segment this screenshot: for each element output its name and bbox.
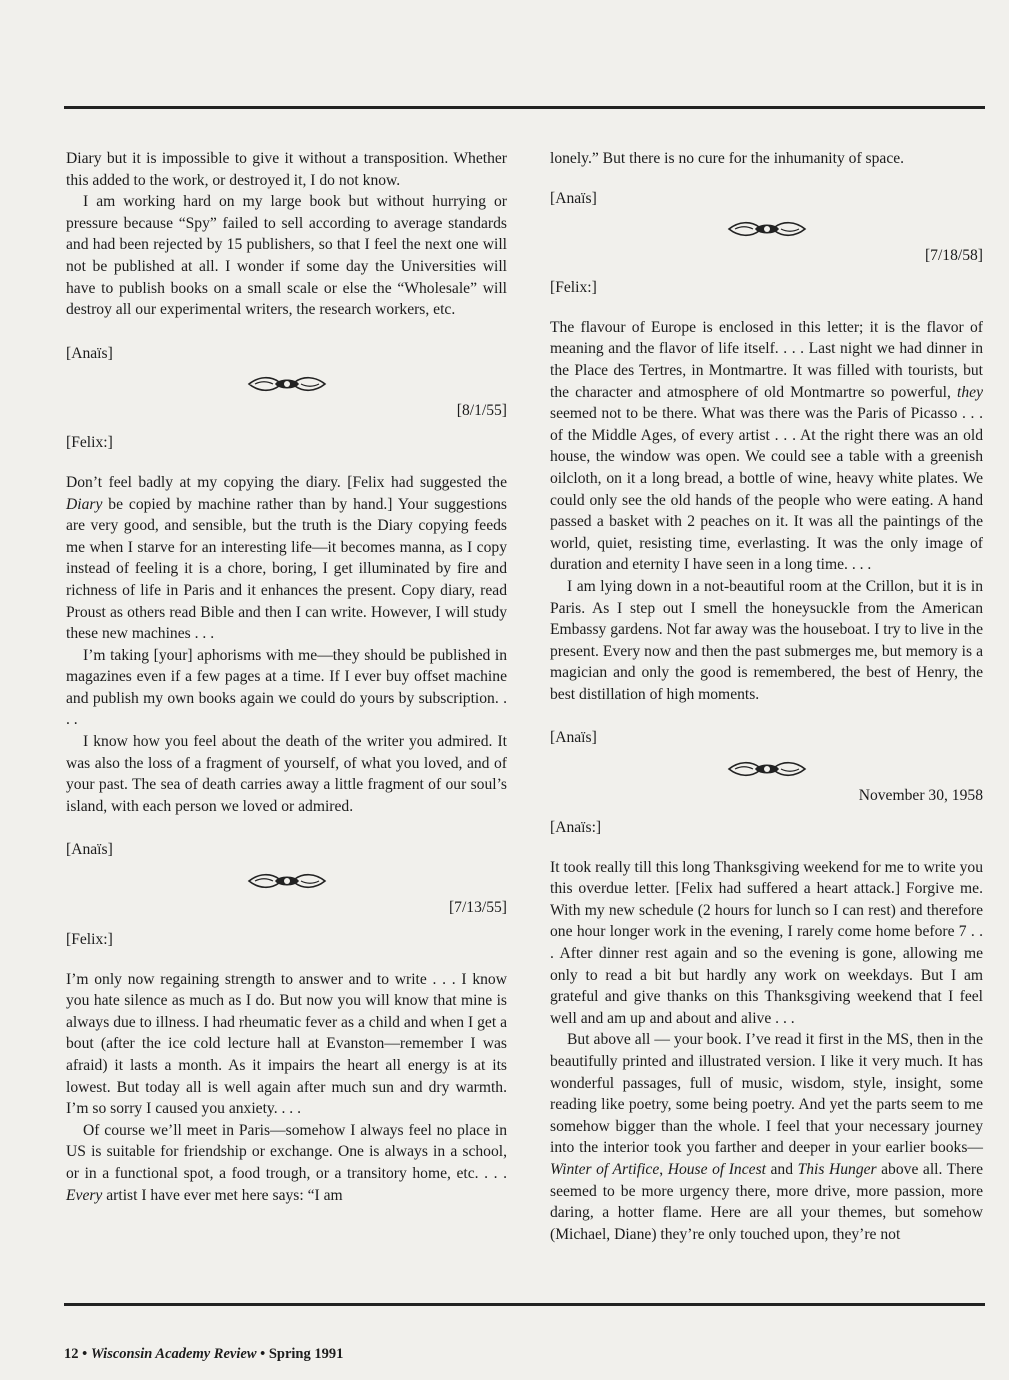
publication-title: Wisconsin Academy Review — [90, 1346, 257, 1362]
paragraph: I’m only now regaining strength to answer and to write . . . I know you hate silence as much as I do. But now you will know that mine is always due to illness. I had rheumatic fever as a child and when I get a bout (after the ice cold lecture hall at Evanston—remember I was afraid) it lasts a month. As it impairs the heart all energy is at its lowest. But today all is well again after much sun and dry warmth. I’m so sorry I caused you anxiety. . . . — [66, 970, 507, 1118]
signature: [Anaïs] — [66, 841, 113, 859]
left-column — [66, 148, 507, 1206]
speaker-label: [Felix:] — [66, 434, 113, 452]
scroll-ornament-icon — [245, 869, 329, 893]
paragraph: lonely.” But there is no cure for the inhumanity of space. — [550, 150, 905, 167]
letter-separator — [550, 215, 983, 277]
signature: [Anaïs] — [66, 344, 113, 362]
letter-date: [7/13/55] — [448, 899, 507, 917]
paragraph: The flavour of Europe is enclosed in this letter; it is the flavor of meaning and the flavor of life itself. . . . Last night we had dinner in the Place des Tertres, in Montmartre. It was filled with tourists, but the character and atmosphere of old Montmartre so powerful, they seemed not to be there. What was there was the Paris of Picasso . . . of the Middle Ages, of every artist . . . At the right there was an old house, the window was open. We could see a table with a greenish oilcloth, on it a long bread, a bottle of wine, heavy white plates. We could only see the old hands of the people who were eating. A hand passed a basket with 2 peaches on it. It was all the paintings of the world, quiet, resisting time, everlasting. It was the only image of duration and eternity I have seen in a long time. . . . — [550, 318, 983, 574]
letter-separator — [66, 867, 507, 929]
letter-date: [8/1/55] — [456, 402, 507, 420]
top-rule — [64, 106, 985, 109]
speaker-label: [Felix:] — [550, 279, 597, 297]
paragraph: I am working hard on my large book but without hurrying or pressure because “Spy” failed to sell according to average standards and had been rejected by 15 publishers, so that I feel the next one will not be published at all. I wonder if some day the Universities will have to publish books on a small scale or else the “Wholesale” will destroy all our experimental writers, the research workers, etc. — [66, 193, 507, 319]
signature: [Anaïs] — [550, 729, 597, 747]
paragraph: Of course we’ll meet in Paris—somehow I always feel no place in US is suitable for friendship or exchange. One is always in a school, or in a functional spot, a food trough, or a transitory home, etc. . . . Every artist I have ever met here says: “I am — [66, 1121, 507, 1204]
scroll-ornament-icon — [245, 372, 329, 396]
letter-date: [7/18/58] — [924, 247, 983, 265]
letter-separator — [66, 370, 507, 432]
paragraph: Diary but it is impossible to give it without a transposition. Whether this added to the work, or destroyed it, I do not know. — [66, 150, 507, 189]
issue-label: • Spring 1991 — [256, 1346, 344, 1362]
speaker-label: [Felix:] — [66, 931, 113, 949]
paragraph: I am lying down in a not-beautiful room at the Crillon, but it is in Paris. As I step out I smell the honeysuckle from the American Embassy gardens. Not far away was the houseboat. I try to live in the present. Every now and then the past submerges me, but memory is a magician and only the good is remembered, the best of Henry, the best distillation of high moments. — [550, 577, 983, 703]
speaker-label: [Anaïs:] — [550, 819, 602, 837]
paragraph: I’m taking [your] aphorisms with me—they should be published in magazines even if a few pages at a time. If I ever buy offset machine and publish my own books again we could do yours by subscription. . . . — [66, 646, 507, 729]
right-column — [550, 148, 983, 1245]
letter-separator — [550, 755, 983, 817]
page-footer — [64, 1346, 343, 1363]
signature: [Anaïs] — [550, 189, 597, 207]
paragraph: But above all — your book. I’ve read it first in the MS, then in the beautifully printed and illustrated version. I like it very much. It has wonderful passages, full of music, wisdom, style, insight, some reading like poetry, some being poetry. And yet the parts seem to me somehow bigger than the whole. I feel that your necessary journey into the interior took you farther and deeper in your earlier books—Winter of Artifice, House of Incest and This Hunger above all. There seemed to be more urgency there, more drive, more passion, more daring, a hotter flame. Here are all your themes, but somehow (Michael, Diane) they’re only touched upon, they’re not — [550, 1031, 983, 1243]
letter-date: November 30, 1958 — [858, 787, 983, 805]
scroll-ornament-icon — [725, 757, 809, 781]
paragraph: It took really till this long Thanksgiving weekend for me to write you this overdue letter. [Felix had suffered a heart attack.] Forgive me. With my new schedule (2 hours for lunch so I can rest) and therefore one hour longer work in the evening, I rarely come home before 7 . . . After dinner rest again and so the evening is gone, allowing me only to read a bit but hardly any work on weekdays. But I am grateful and give thanks on this Thanksgiving weekend that I feel well and am up and about and alive . . . — [550, 858, 983, 1027]
paragraph: Don’t feel badly at my copying the diary. [Felix had suggested the Diary be copied by machine rather than by hand.] Your suggestions are very good, and sensible, but the truth is the Diary copying feeds me when I starve for an interesting life—it becomes manna, as I copy instead of feeling it is a chore, boring, I get illuminated by fire and richness of life in Paris and it enhances the present. Copy diary, read Proust as others read Bible and then I can write. However, I will study these new machines . . . — [66, 473, 507, 643]
bottom-rule — [64, 1303, 985, 1306]
scroll-ornament-icon — [725, 217, 809, 241]
paragraph: I know how you feel about the death of the writer you admired. It was also the loss of a fragment of yourself, of what you loved, and of your past. The sea of death carries away a little fragment of our soul’s island, with each person we loved or admired. — [66, 733, 507, 815]
page-number: 12 • — [64, 1346, 91, 1362]
